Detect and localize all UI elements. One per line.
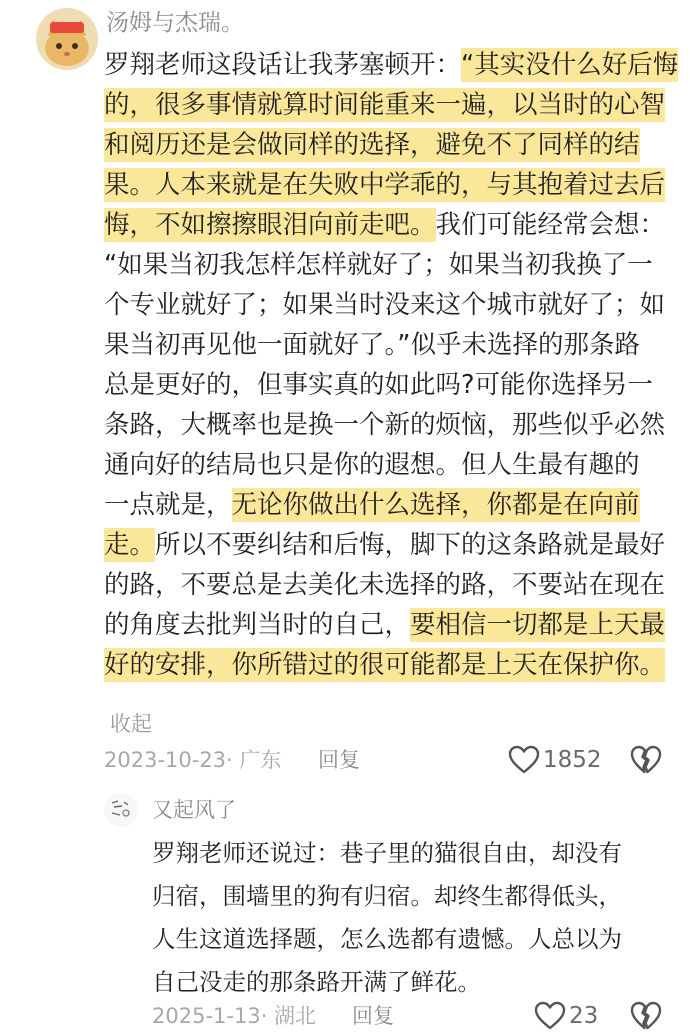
reply-body [152,832,672,1002]
text-segment: 果当初再见他一面就好了。”似乎未选择的那条路 [104,330,640,360]
comment-text-line [104,205,665,245]
comment-username[interactable]: 汤姆与杰瑞。 [106,10,244,36]
text-segment: 罗翔老师这段话让我茅塞顿开： [104,50,462,80]
reply-dislike-button[interactable] [630,1001,662,1035]
comment-text-line [104,45,678,85]
highlighted-text: 无论你做出什么选择，你都是在向前 [231,490,640,520]
text-segment: 条路，大概率也是换一个新的烦恼，那些似乎必然 [104,410,666,440]
highlighted-text: 悔，不如擦擦眼泪向前走吧。 [104,210,436,240]
cat-avatar-icon [36,8,98,70]
reply-date: 2025-1-13 [152,1004,261,1028]
reply-meta [152,1002,316,1030]
comment-body [104,45,679,685]
text-segment: 的角度去批判当时的自己， [104,610,411,640]
dislike-button[interactable] [630,745,662,779]
highlighted-text: 走。 [104,530,156,560]
comment-text-line [104,125,640,165]
reply-button[interactable]: 回复 [318,748,360,772]
like-button[interactable] [508,745,540,779]
text-segment: 人生这道选择题，怎么选都有遗憾。人总以为 [152,925,622,953]
comment-text-line [104,605,665,645]
reply-like-count: 23 [569,1003,599,1029]
text-segment: 所以不要纠结和后悔，脚下的这条路就是最好 [155,530,666,560]
text-segment: 罗翔老师还说过：巷子里的猫很自由，却没有 [152,839,622,867]
reply-reply-button[interactable]: 回复 [352,1004,394,1028]
broken-heart-icon [630,1001,662,1031]
text-segment: 通向好的结局也只是你的遐想。但人生最有趣的 [104,450,640,480]
text-segment: 总是更好的，但事实真的如此吗?可能你选择另一 [104,370,654,400]
highlighted-text: 的，很多事情就算时间能重来一遍，以当时的心智 [104,90,666,120]
heart-outline-icon [508,745,540,775]
broken-heart-icon [630,745,662,775]
user-avatar[interactable] [36,8,98,70]
comment-text-line [104,565,665,605]
reply-location: · 湖北 [260,1004,317,1028]
text-segment: 我们可能经常会想： [435,210,666,240]
collapse-link[interactable]: 收起 [110,712,152,736]
comment-text-line [104,325,640,365]
reply-avatar[interactable] [104,793,138,827]
comment-text-line [104,245,653,285]
comment-text-line [104,525,665,565]
reply-text-line [152,875,622,918]
comment-meta [104,746,281,774]
comment-location: · 广东 [226,748,282,772]
text-segment: 个专业就好了；如果当时没来这个城市就好了；如 [104,290,666,320]
reply-text-line [152,918,622,961]
comment-text-line [104,365,653,405]
highlighted-text: 要相信一切都是上天最 [410,610,666,640]
comment-text-line [104,285,665,325]
reply-username[interactable]: 又起风了 [152,798,236,822]
text-segment: 的路，不要总是去美化未选择的路，不要站在现在 [104,570,666,600]
comment-text-line [104,165,665,205]
sketch-avatar-icon [104,793,138,827]
comment-text-line [104,485,640,525]
reply-text-line [152,961,481,1004]
comment-text-line [104,445,640,485]
text-segment: 归宿，围墙里的狗有归宿。却终生都得低头， [152,882,622,910]
reply-like-button[interactable] [534,1001,566,1035]
comment-text-line [104,405,665,445]
comment-text-line [104,85,665,125]
text-segment: 一点就是， [104,490,232,520]
text-segment: “如果当初我怎样怎样就好了；如果当初我换了一 [104,250,653,280]
reply-text-line [152,832,622,875]
highlighted-text: 和阅历还是会做同样的选择，避免不了同样的结 [104,130,640,160]
comment-date: 2023-10-23 [104,748,227,772]
heart-outline-icon [534,1001,566,1031]
highlighted-text: 果。人本来就是在失败中学乖的，与其抱着过去后 [104,170,666,200]
like-count: 1852 [543,747,602,773]
highlighted-text: “其实没什么好后悔 [461,50,679,80]
highlighted-text: 好的安排，你所错过的很可能都是上天在保护你。 [104,650,666,680]
text-segment: 自己没走的那条路开满了鲜花。 [152,968,481,996]
comment-text-line [104,645,665,685]
